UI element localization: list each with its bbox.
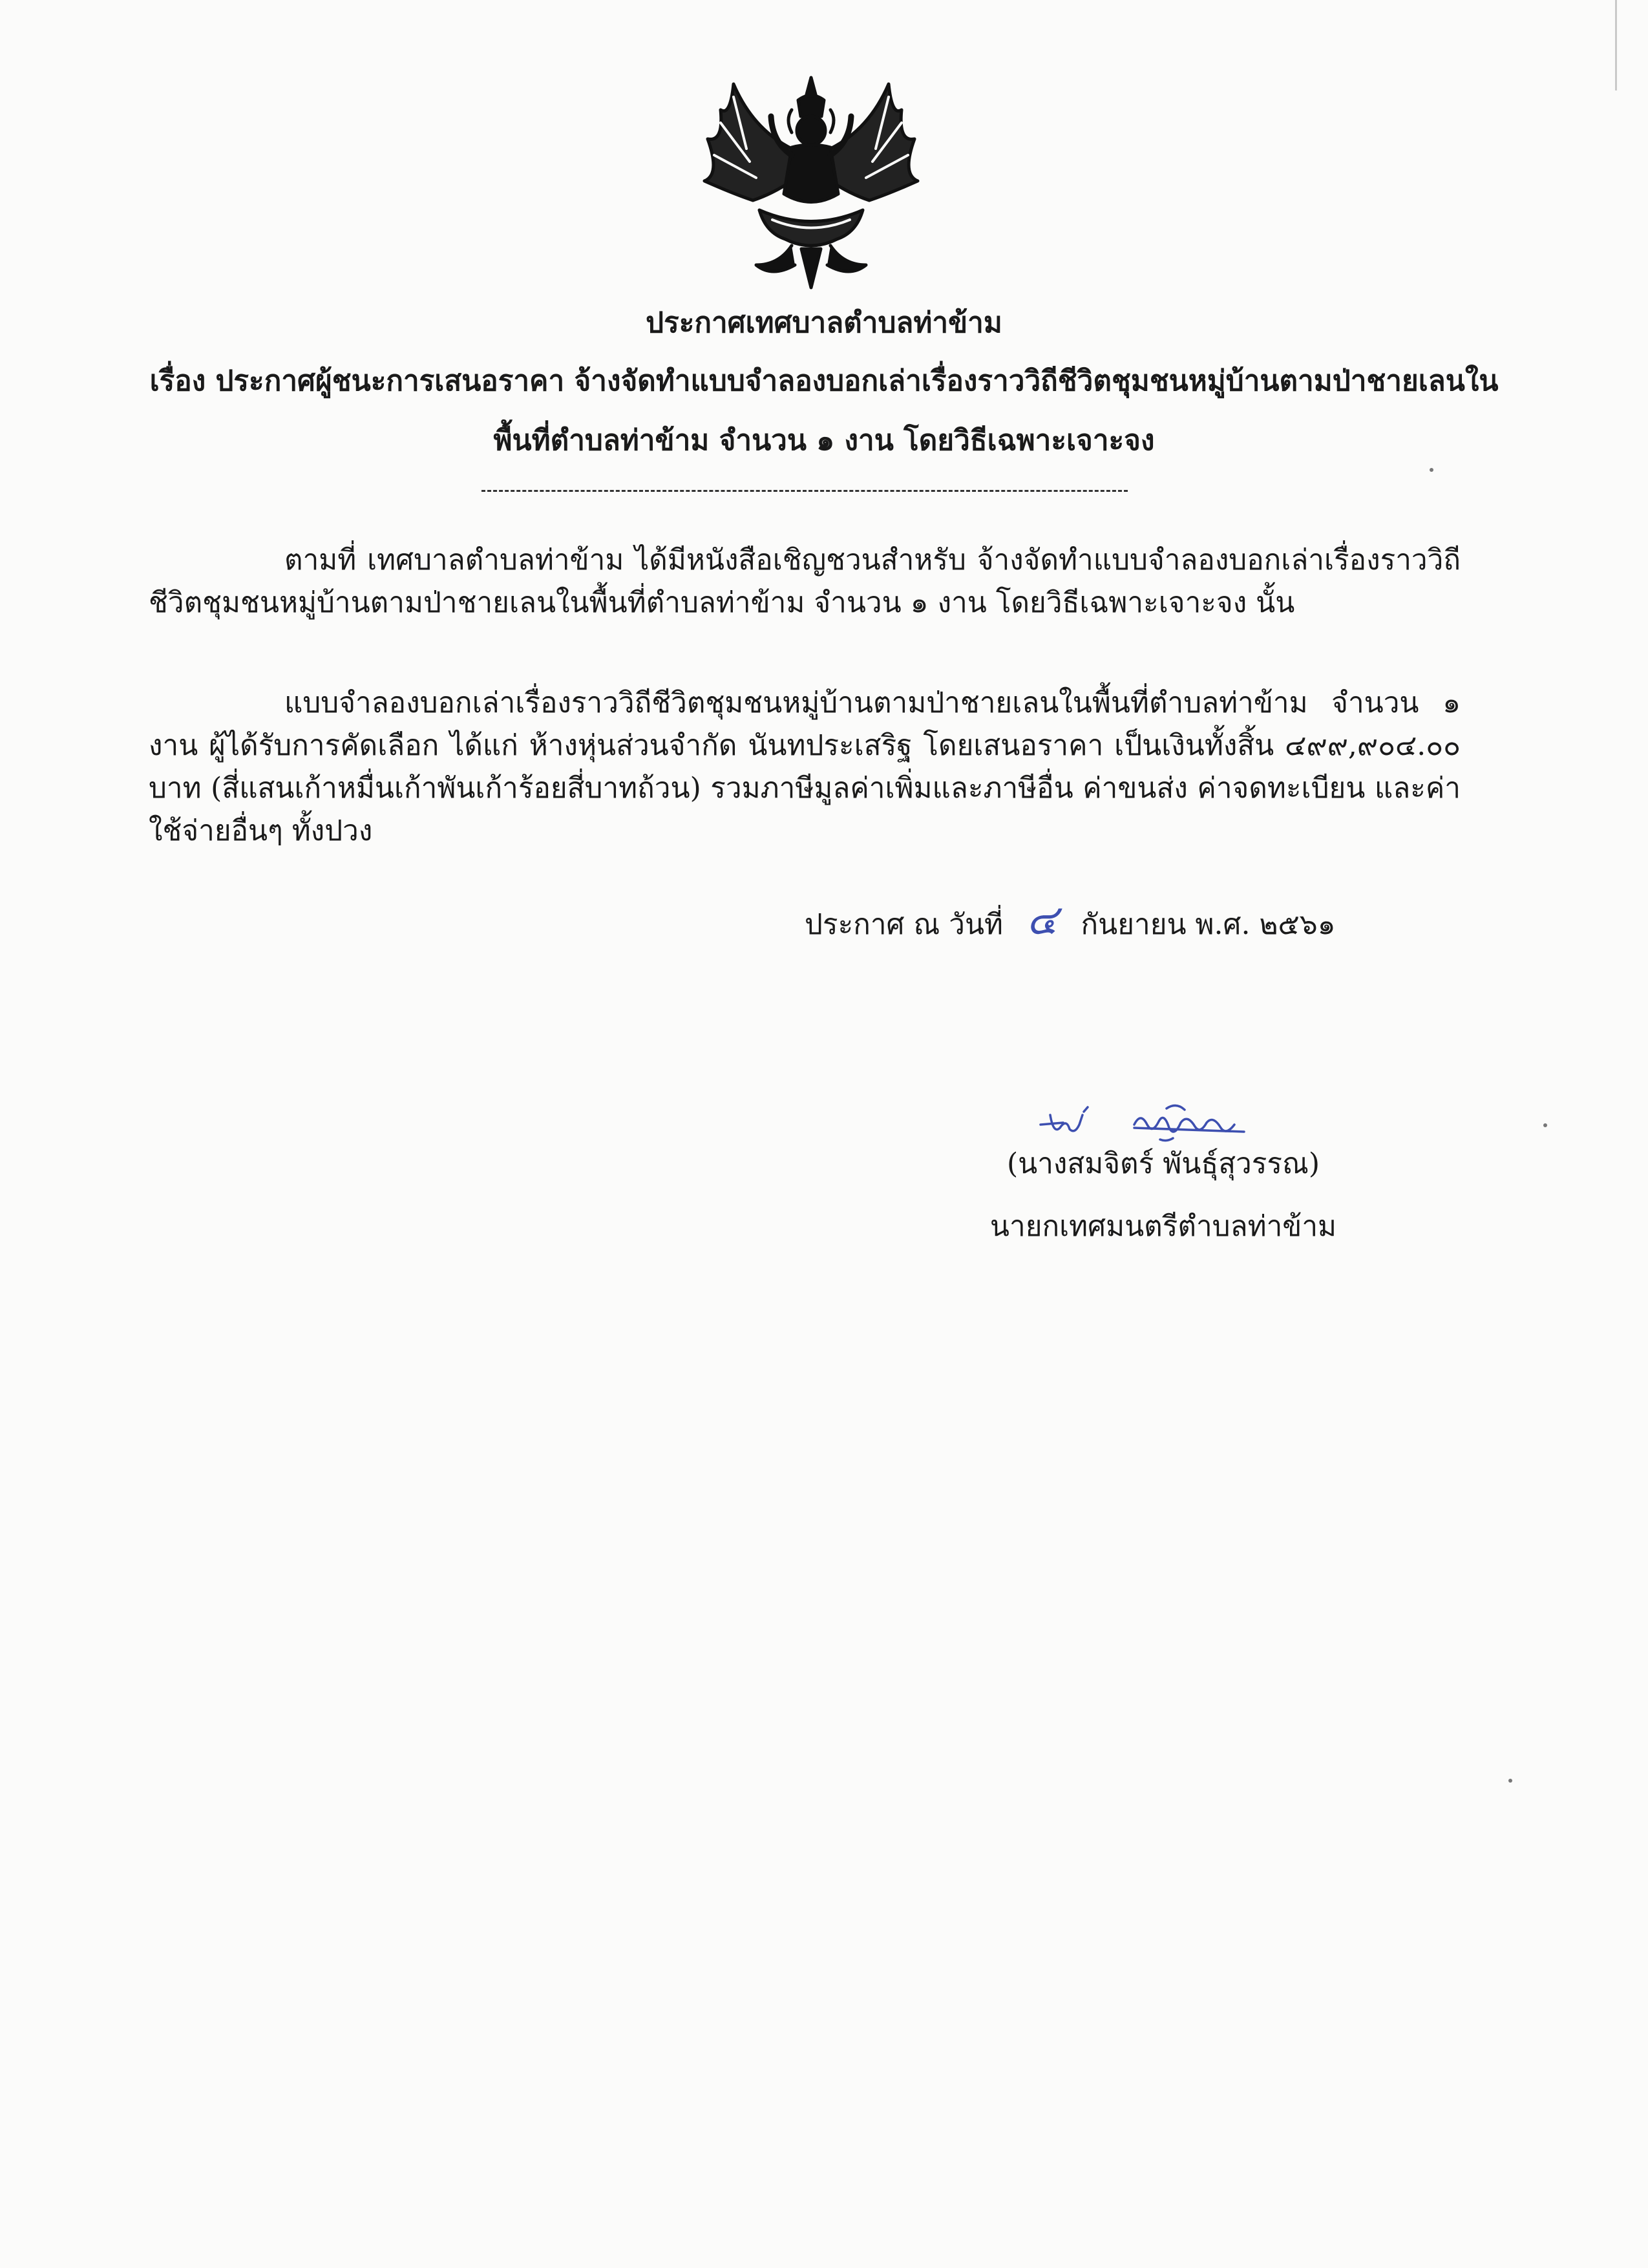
date-month-year: กันยายน พ.ศ. ๒๕๖๑: [1081, 908, 1336, 941]
garuda-emblem-icon: [695, 71, 927, 291]
handwritten-signature: [1037, 1089, 1257, 1147]
signatory-name: (นางสมจิตร์ พันธุ์สุวรรณ): [1006, 1147, 1320, 1180]
scan-speck: [1508, 1779, 1512, 1783]
body-paragraph-2: แบบจำลองบอกเล่าเรื่องราววิถีชีวิตชุมชนหมู่บ้านตามป่าชายเลนในพื้นที่ตำบลท่าข้าม จำนวน ๑ งาน ผู้ได้รับการคัดเลือก ได้แก่ ห้างหุ่นส่วนจำกัด นันทประเสริฐ โดยเสนอราคา เป็นเงินทั้งสิ้น ๔๙๙,๙๐๔.๐๐ บาท (สี่แสนเก้าหมื่นเก้าพันเก้าร้อยสี่บาทถ้วน) รวมภาษีมูลค่าเพิ่มและภาษีอื่น ค่าขนส่ง ค่าจดทะเบียน และค่าใช้จ่ายอื่นๆ ทั้งปวง: [149, 686, 1461, 847]
handwritten-day: ๔: [1026, 896, 1058, 944]
scan-speck: [1430, 468, 1433, 472]
subject-line-1: เรื่อง ประกาศผู้ชนะการเสนอราคา จ้างจัดทำแบบจำลองบอกเล่าเรื่องราววิถีชีวิตชุมชนหมู่บ้านตามป่าชายเลนใน: [149, 365, 1499, 397]
body-paragraph-1: ตามที่ เทศบาลตำบลท่าข้าม ได้มีหนังสือเชิญชวนสำหรับ จ้างจัดทำแบบจำลองบอกเล่าเรื่องราววิถีชีวิตชุมชนหมู่บ้านตามป่าชายเลนในพื้นที่ตำบลท่าข้าม จำนวน ๑ งาน โดยวิธีเฉพาะเจาะจง นั้น: [149, 544, 1461, 619]
signatory-position: นายกเทศมนตรีตำบลท่าข้าม: [989, 1210, 1337, 1243]
subject-line-2: พื้นที่ตำบลท่าข้าม จำนวน ๑ งาน โดยวิธีเฉพาะเจาะจง: [493, 424, 1155, 457]
announcement-date: [805, 887, 1336, 953]
dashed-divider: [481, 490, 1128, 492]
scan-edge-line: [1615, 0, 1617, 90]
date-prefix: ประกาศ ณ วันที่: [805, 908, 1004, 941]
announcement-title: ประกาศเทศบาลตำบลท่าข้าม: [646, 306, 1002, 339]
scan-speck: [1543, 1123, 1547, 1127]
